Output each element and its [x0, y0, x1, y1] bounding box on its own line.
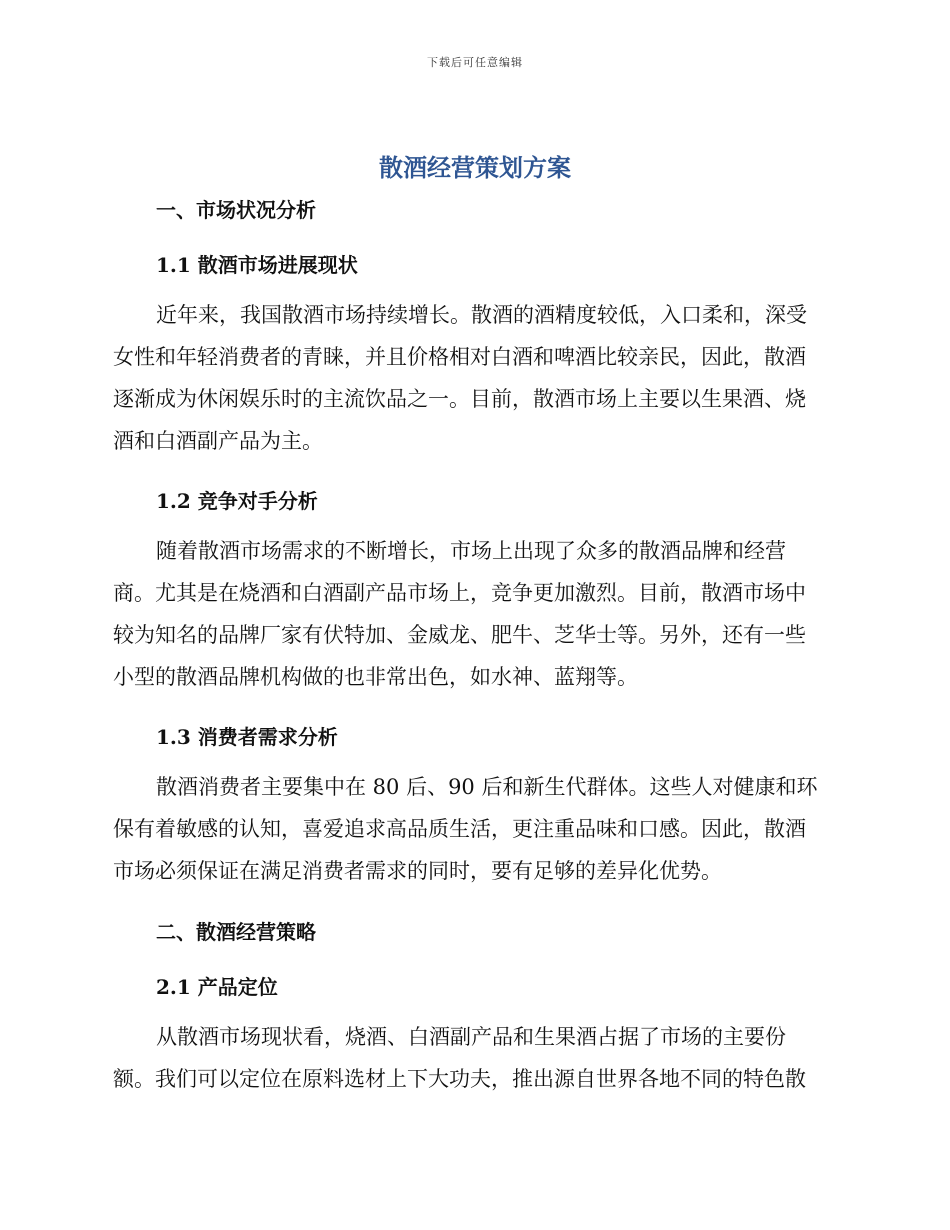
paragraph-line: 酒和白酒副产品为主。 [113, 429, 323, 453]
section-heading: 二、散酒经营策略 [156, 920, 316, 944]
page-header-note: 下载后可任意编辑 [427, 56, 523, 69]
paragraph [113, 766, 831, 892]
subsection-heading: 2.1 产品定位 [156, 975, 278, 999]
paragraph-line: 较为知名的品牌厂家有伏特加、金威龙、肥牛、芝华士等。另外，还有一些 [113, 623, 806, 647]
paragraph [113, 294, 831, 462]
paragraph-line: 额。我们可以定位在原料选材上下大功夫，推出源自世界各地不同的特色散 [113, 1067, 806, 1091]
paragraph-line: 近年来，我国散酒市场持续增长。散酒的酒精度较低，入口柔和，深受 [156, 303, 807, 327]
paragraph-line: 小型的散酒品牌机构做的也非常出色，如水神、蓝翔等。 [113, 665, 638, 689]
document-title: 散酒经营策划方案 [379, 153, 571, 182]
subsection-heading: 1.2 竞争对手分析 [156, 489, 318, 513]
section-heading: 一、市场状况分析 [156, 198, 316, 222]
paragraph-line: 商。尤其是在烧酒和白酒副产品市场上，竞争更加激烈。目前，散酒市场中 [113, 581, 806, 605]
paragraph-line: 随着散酒市场需求的不断增长，市场上出现了众多的散酒品牌和经营 [156, 539, 786, 563]
subsection-heading: 1.1 散酒市场进展现状 [156, 253, 358, 277]
paragraph-line: 逐渐成为休闲娱乐时的主流饮品之一。目前，散酒市场上主要以生果酒、烧 [113, 387, 806, 411]
paragraph-line: 散酒消费者主要集中在 80 后、90 后和新生代群体。这些人对健康和环 [156, 775, 818, 799]
paragraph-line: 保有着敏感的认知，喜爱追求高品质生活，更注重品味和口感。因此，散酒 [113, 817, 806, 841]
paragraph-line: 从散酒市场现状看，烧酒、白酒副产品和生果酒占据了市场的主要份 [156, 1025, 786, 1049]
paragraph-line: 市场必须保证在满足消费者需求的同时，要有足够的差异化优势。 [113, 859, 722, 883]
paragraph [113, 1016, 831, 1100]
paragraph [113, 530, 831, 698]
paragraph-line: 女性和年轻消费者的青睐，并且价格相对白酒和啤酒比较亲民，因此，散酒 [113, 345, 806, 369]
subsection-heading: 1.3 消费者需求分析 [156, 725, 338, 749]
